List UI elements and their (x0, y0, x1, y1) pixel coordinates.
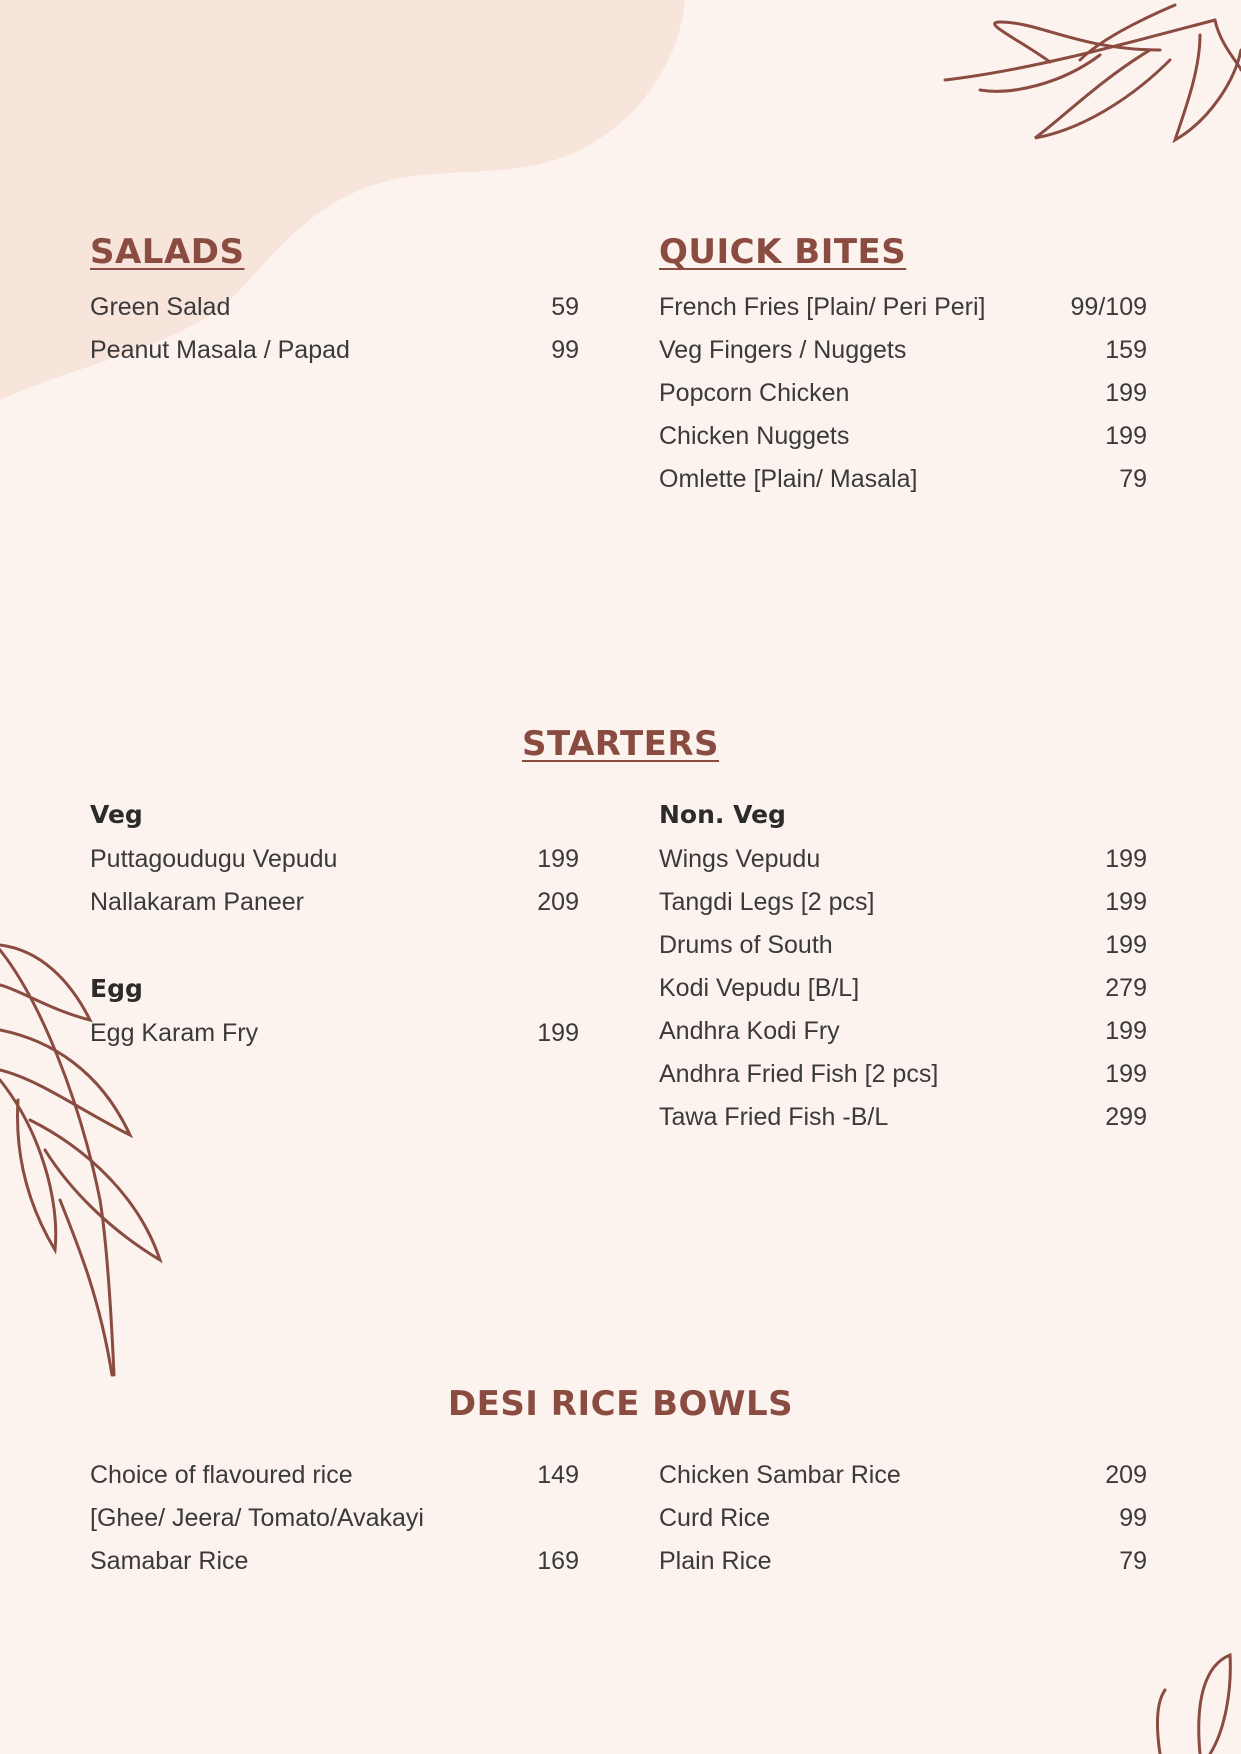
menu-item (659, 1454, 1147, 1497)
item-name: [Ghee/ Jeera/ Tomato/Avakayi (90, 1504, 424, 1532)
menu-item (90, 1497, 579, 1540)
egg-subheading: Egg (90, 974, 143, 1003)
item-name: Green Salad (90, 293, 231, 321)
leaf-branch-bottom-right-icon (1158, 1655, 1231, 1754)
item-price: 199 (1105, 1060, 1147, 1088)
menu-item (659, 372, 1147, 415)
item-price: 79 (1119, 1547, 1147, 1575)
item-price: 199 (537, 1019, 579, 1047)
item-name: French Fries [Plain/ Peri Peri] (659, 293, 986, 321)
item-name: Drums of South (659, 931, 833, 959)
menu-item (659, 967, 1147, 1010)
rice-bowls-left-list (90, 1454, 579, 1583)
menu-item (659, 286, 1147, 329)
starters-heading: STARTERS (521, 724, 720, 764)
menu-item (659, 458, 1147, 501)
item-price: 279 (1105, 974, 1147, 1002)
item-price: 99 (551, 336, 579, 364)
item-name: Nallakaram Paneer (90, 888, 304, 916)
veg-subheading: Veg (90, 800, 143, 829)
menu-item (90, 1454, 579, 1497)
menu-item (659, 881, 1147, 924)
item-price: 79 (1119, 465, 1147, 493)
item-name: Popcorn Chicken (659, 379, 850, 407)
leaf-branch-top-right-icon (945, 5, 1241, 140)
item-name: Peanut Masala / Papad (90, 336, 350, 364)
menu-item (90, 286, 579, 329)
rice-bowls-right-list (659, 1454, 1147, 1583)
desi-rice-bowls-heading: DESI RICE BOWLS (447, 1384, 794, 1424)
item-price: 59 (551, 293, 579, 321)
leaf-branch-left-icon (0, 945, 160, 1375)
item-price: 199 (1105, 1017, 1147, 1045)
item-name: Samabar Rice (90, 1547, 249, 1575)
menu-item (659, 1010, 1147, 1053)
menu-item (659, 1540, 1147, 1583)
item-price: 199 (1105, 888, 1147, 916)
item-name: Egg Karam Fry (90, 1019, 259, 1047)
menu-item (659, 924, 1147, 967)
non-veg-starters-list (659, 838, 1147, 1139)
menu-item (90, 1540, 579, 1583)
item-name: Choice of flavoured rice (90, 1461, 353, 1489)
salads-heading: SALADS (90, 232, 245, 272)
item-name: Tangdi Legs [2 pcs] (659, 888, 875, 916)
non-veg-subheading: Non. Veg (659, 800, 786, 829)
menu-item (659, 1096, 1147, 1139)
item-price: 169 (537, 1547, 579, 1575)
quick-bites-list (659, 286, 1147, 501)
menu-item (659, 1497, 1147, 1540)
item-price: 99/109 (1070, 293, 1147, 321)
item-name: Omlette [Plain/ Masala] (659, 465, 918, 493)
item-price: 159 (1105, 336, 1147, 364)
quick-bites-heading: QUICK BITES (659, 232, 907, 272)
egg-starters-list (90, 1012, 579, 1055)
item-price: 99 (1119, 1504, 1147, 1532)
item-name: Puttagoudugu Vepudu (90, 845, 338, 873)
item-price: 199 (1105, 422, 1147, 450)
item-price: 199 (537, 845, 579, 873)
item-name: Veg Fingers / Nuggets (659, 336, 907, 364)
salads-list (90, 286, 579, 372)
item-price: 299 (1105, 1103, 1147, 1131)
menu-item (90, 329, 579, 372)
veg-starters-list (90, 838, 579, 924)
menu-item (90, 881, 579, 924)
item-price: 149 (537, 1461, 579, 1489)
menu-item (659, 838, 1147, 881)
item-name: Chicken Sambar Rice (659, 1461, 901, 1489)
menu-item (90, 1012, 579, 1055)
item-name: Tawa Fried Fish -B/L (659, 1103, 889, 1131)
item-name: Chicken Nuggets (659, 422, 850, 450)
item-name: Kodi Vepudu [B/L] (659, 974, 860, 1002)
item-name: Curd Rice (659, 1504, 771, 1532)
item-price: 209 (537, 888, 579, 916)
item-name: Andhra Fried Fish [2 pcs] (659, 1060, 939, 1088)
item-price: 199 (1105, 845, 1147, 873)
menu-item (659, 1053, 1147, 1096)
menu-item (659, 329, 1147, 372)
item-price: 199 (1105, 379, 1147, 407)
menu-item (90, 838, 579, 881)
item-price: 209 (1105, 1461, 1147, 1489)
item-name: Andhra Kodi Fry (659, 1017, 840, 1045)
item-name: Wings Vepudu (659, 845, 821, 873)
item-name: Plain Rice (659, 1547, 772, 1575)
item-price: 199 (1105, 931, 1147, 959)
menu-item (659, 415, 1147, 458)
